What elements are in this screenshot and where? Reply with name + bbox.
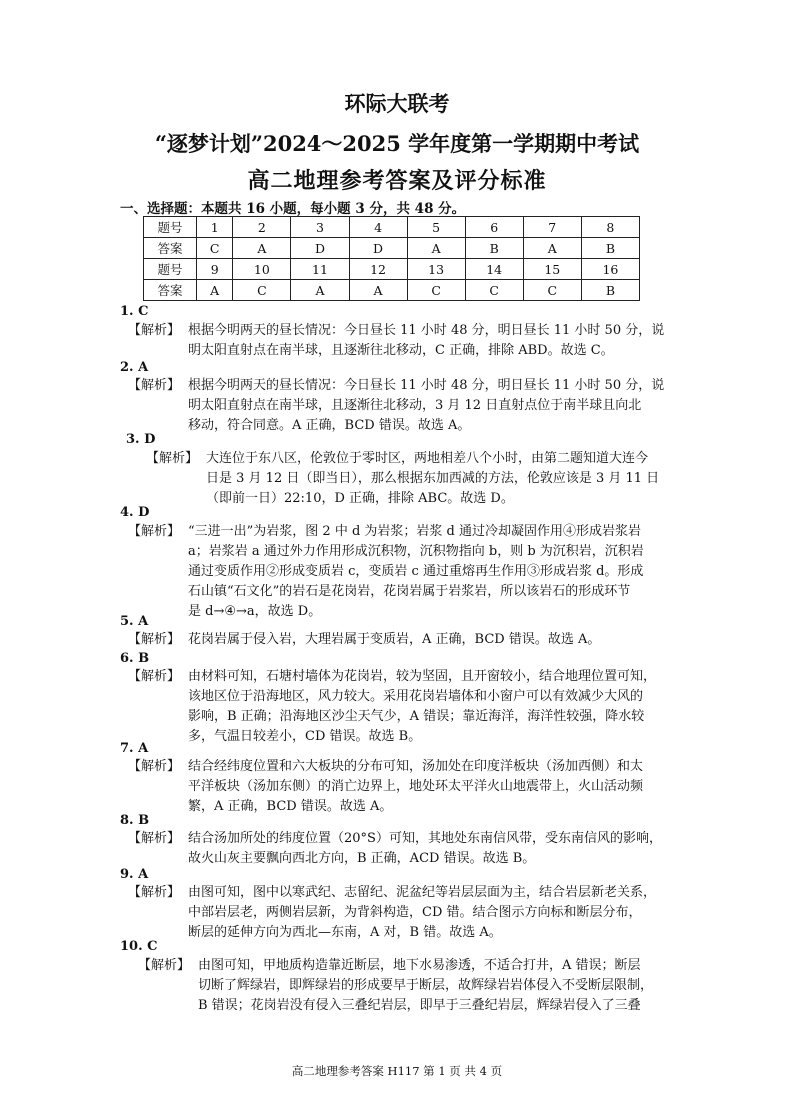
section-heading: 一、选择题：本题共 16 小题，每小题 3 分，共 48 分。 bbox=[120, 201, 466, 217]
explanation-line: 多，气温日较差小，CD 错误。故选 B。 bbox=[188, 729, 422, 744]
explanation-tag: 【解析】 bbox=[128, 759, 181, 774]
table-cell: B bbox=[465, 238, 523, 259]
explanation-line: 花岗岩属于侵入岩，大理岩属于变质岩，A 正确，BCD 错误。故选 A。 bbox=[188, 632, 601, 647]
table-cell: 8 bbox=[581, 217, 639, 238]
explanation-line: （即前一日）22:10，D 正确，排除 ABC。故选 D。 bbox=[206, 491, 514, 506]
explanation-line: 石山镇“石文化”的岩石是花岗岩，花岗岩属于岩浆岩，所以该岩石的形成环节 bbox=[188, 584, 631, 599]
explanation-line: 由材料可知，石塘村墙体为花岗岩，较为坚固，且开窗较小，结合地理位置可知， bbox=[188, 669, 657, 684]
explanation-line: 繁，A 正确，BCD 错误。故选 A。 bbox=[188, 799, 393, 814]
explanation-line: B 错误；花岗岩没有侵入三叠纪岩层，即早于三叠纪岩层，辉绿岩侵入了三叠 bbox=[198, 998, 641, 1013]
explanation-line: 故火山灰主要飘向西北方向，B 正确，ACD 错误。故选 B。 bbox=[188, 851, 536, 866]
explanation-line: 影响，B 正确；沿海地区沙尘天气少，A 错误；靠近海洋，海洋性较强，降水较 bbox=[188, 709, 645, 724]
explanation-line: 明太阳直射点在南半球，且逐渐往北移动，3 月 12 日直射点位于南半球且向北 bbox=[188, 398, 642, 413]
table-cell: D bbox=[291, 238, 349, 259]
table-cell: B bbox=[581, 280, 639, 301]
question-label-10: 10. C bbox=[120, 939, 158, 954]
table-cell: 11 bbox=[291, 259, 349, 280]
table-cell: 2 bbox=[233, 217, 291, 238]
explanation-tag: 【解析】 bbox=[138, 958, 191, 973]
table-cell: A bbox=[291, 280, 349, 301]
explanation-line: 明太阳直射点在南半球，且逐渐往北移动，C 正确，排除 ABD。故选 C。 bbox=[188, 343, 614, 358]
table-cell: 1 bbox=[197, 217, 233, 238]
table-cell: C bbox=[197, 238, 233, 259]
table-cell: 16 bbox=[581, 259, 639, 280]
explanation-tag: 【解析】 bbox=[128, 831, 181, 846]
explanation-line: 中部岩层老，两侧岩层新，为背斜构造，CD 错。结合图示方向标和断层分布， bbox=[188, 905, 642, 920]
question-label-9: 9. A bbox=[120, 867, 149, 882]
table-row-answers-1 bbox=[144, 238, 640, 259]
explanation-line: 大连位于东八区，伦敦位于零时区，两地相差八个小时，由第二题知道大连今 bbox=[206, 451, 649, 466]
explanation-line: 是 d→④→a，故选 D。 bbox=[188, 604, 322, 619]
explanation-line: 平洋板块（汤加东侧）的消亡边界上，地处环太平洋火山地震带上，火山活动频 bbox=[188, 779, 644, 794]
explanation-tag: 【解析】 bbox=[128, 632, 181, 647]
explanation-tag: 【解析】 bbox=[128, 885, 181, 900]
table-cell: A bbox=[523, 238, 581, 259]
question-label-3: 3. D bbox=[126, 432, 156, 447]
page-footer: 高二地理参考答案 H117 第 1 页 共 4 页 bbox=[291, 1064, 503, 1078]
question-label-4: 4. D bbox=[120, 505, 150, 520]
explanation-line: 根据今明两天的昼长情况：今日昼长 11 小时 48 分，明日昼长 11 小时 50 分，说 bbox=[188, 323, 665, 338]
answer-table bbox=[143, 216, 640, 301]
exam-org-title: 环际大联考 bbox=[344, 91, 450, 116]
explanation-tag: 【解析】 bbox=[128, 323, 181, 338]
table-cell: 3 bbox=[291, 217, 349, 238]
explanation-line: “三进一出”为岩浆，图 2 中 d 为岩浆；岩浆 d 通过冷却凝固作用④形成岩浆岩 bbox=[188, 524, 642, 539]
explanation-line: 该地区位于沿海地区，风力较大。采用花岗岩墙体和小窗户可以有效减少大风的 bbox=[188, 689, 644, 704]
table-cell: 10 bbox=[233, 259, 291, 280]
explanation-tag: 【解析】 bbox=[146, 451, 199, 466]
question-label-5: 5. A bbox=[120, 614, 149, 629]
explanation-line: 通过变质作用②形成变质岩 c，变质岩 c 通过重熔再生作用③形成岩浆 d。形成 bbox=[188, 564, 644, 579]
table-cell: 5 bbox=[407, 217, 465, 238]
table-cell: B bbox=[581, 238, 639, 259]
question-label-7: 7. A bbox=[120, 741, 149, 756]
explanation-line: 切断了辉绿岩，即辉绿岩的形成要早于断层，故辉绿岩岩体侵入不受断层限制， bbox=[198, 978, 654, 993]
table-cell: A bbox=[407, 238, 465, 259]
question-label-2: 2. A bbox=[120, 360, 149, 375]
question-label-1: 1. C bbox=[120, 304, 149, 319]
explanation-tag: 【解析】 bbox=[128, 669, 181, 684]
table-label: 题号 bbox=[144, 259, 197, 280]
explanation-line: 结合经纬度位置和六大板块的分布可知，汤加处在印度洋板块（汤加西侧）和太 bbox=[188, 759, 644, 774]
exam-name-title: “逐梦计划”2024～2025 学年度第一学期期中考试 bbox=[154, 131, 640, 156]
table-cell: 14 bbox=[465, 259, 523, 280]
table-cell: 12 bbox=[349, 259, 407, 280]
table-cell: 4 bbox=[349, 217, 407, 238]
explanation-line: 根据今明两天的昼长情况：今日昼长 11 小时 48 分，明日昼长 11 小时 50 分，说 bbox=[188, 378, 665, 393]
table-cell: 15 bbox=[523, 259, 581, 280]
explanation-tag: 【解析】 bbox=[128, 524, 181, 539]
explanation-line: 移动，符合同意。A 正确，BCD 错误。故选 A。 bbox=[188, 418, 471, 433]
explanation-line: 结合汤加所处的纬度位置（20°S）可知，其地处东南信风带，受东南信风的影响， bbox=[188, 831, 662, 846]
table-cell: A bbox=[233, 238, 291, 259]
table-cell: 9 bbox=[197, 259, 233, 280]
explanation-line: 由图可知，甲地质构造靠近断层，地下水易渗透，不适合打井，A 错误；断层 bbox=[198, 958, 641, 973]
table-cell: C bbox=[523, 280, 581, 301]
table-cell: D bbox=[349, 238, 407, 259]
table-cell: C bbox=[233, 280, 291, 301]
table-cell: 13 bbox=[407, 259, 465, 280]
question-label-6: 6. B bbox=[120, 651, 150, 666]
table-row-numbers-2 bbox=[144, 259, 640, 280]
table-cell: A bbox=[197, 280, 233, 301]
question-label-8: 8. B bbox=[120, 813, 150, 828]
table-cell: 7 bbox=[523, 217, 581, 238]
table-label: 题号 bbox=[144, 217, 197, 238]
document-title: 高二地理参考答案及评分标准 bbox=[247, 168, 547, 194]
explanation-line: 由图可知，图中以寒武纪、志留纪、泥盆纪等岩层层面为主，结合岩层新老关系， bbox=[188, 885, 657, 900]
table-cell: C bbox=[407, 280, 465, 301]
table-cell: A bbox=[349, 280, 407, 301]
table-row-numbers-1 bbox=[144, 217, 640, 238]
explanation-line: 断层的延伸方向为西北—东南，A 对，B 错。故选 A。 bbox=[188, 925, 502, 940]
table-cell: 6 bbox=[465, 217, 523, 238]
table-cell: C bbox=[465, 280, 523, 301]
explanation-line: a；岩浆岩 a 通过外力作用形成沉积物，沉积物指向 b，则 b 为沉积岩，沉积岩 bbox=[188, 544, 644, 559]
explanation-tag: 【解析】 bbox=[128, 378, 181, 393]
table-row-answers-2 bbox=[144, 280, 640, 301]
table-label: 答案 bbox=[144, 238, 197, 259]
explanation-line: 日是 3 月 12 日（即当日），那么根据东加西减的方法，伦敦应该是 3 月 11 日 bbox=[206, 471, 660, 486]
table-label: 答案 bbox=[144, 280, 197, 301]
